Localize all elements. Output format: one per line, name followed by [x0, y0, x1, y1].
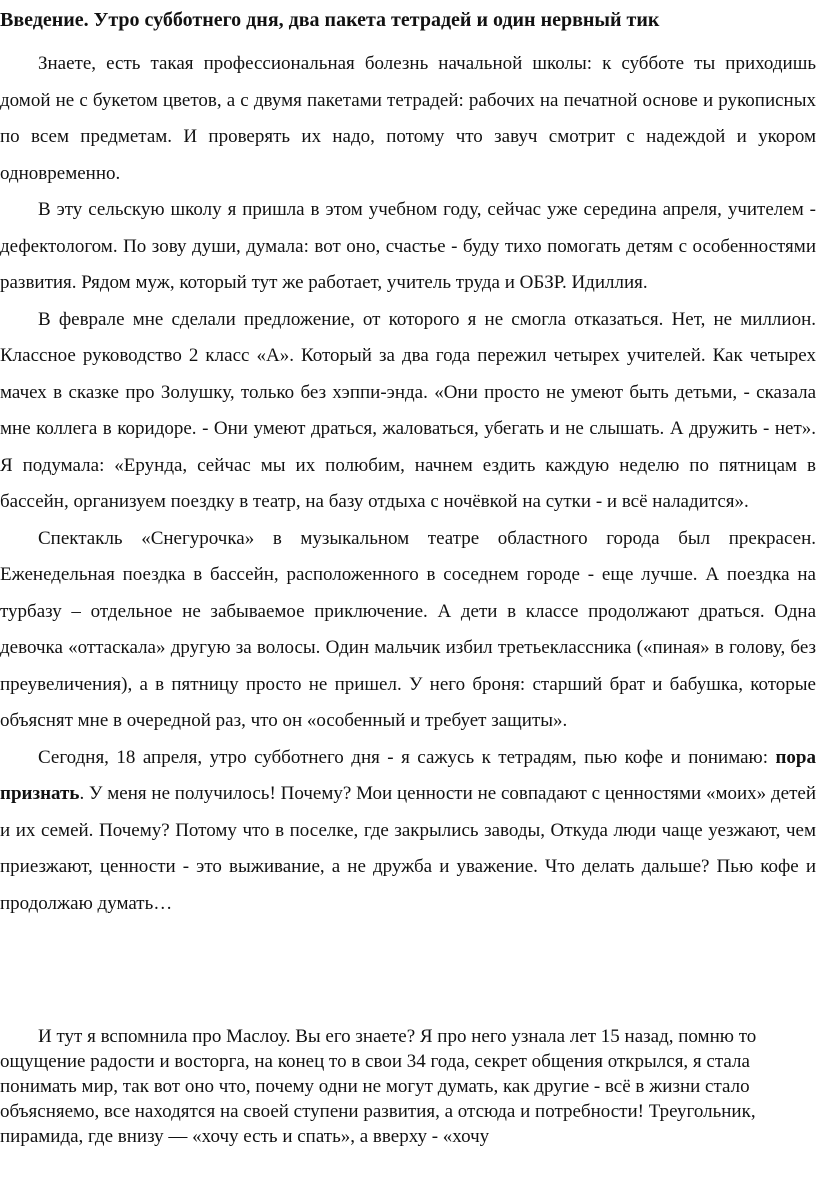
document-body [0, 46, 816, 922]
paragraph-5-text-start: Сегодня, 18 апреля, утро субботнего дня - я сажусь к тетрадям, пью кофе и понимаю: [38, 746, 776, 768]
document-tail [0, 1024, 806, 1149]
paragraph-4: Спектакль «Снегурочка» в музыкальном театре областного города был прекрасен. Еженедельная поездка в бассейн, расположенного в соседнем городе - еще лучше. А поездка на турбазу – отдельное не забываемое приключение. А дети в классе продолжают драться. Одна девочка «оттаскала» другую за волосы. Один мальчик избил третьеклассника («пиная» в голову, без преувеличения), а в пятницу просто не пришел. У него броня: старший брат и бабушка, которые объяснят мне в очередной раз, что он «особенный и требует защиты». [0, 527, 816, 731]
paragraph-5-text-end: . У меня не получилось! Почему? Мои ценности не совпадают с ценностями «моих» детей и их семей. Почему? Потому что в поселке, где закрылись заводы, Откуда люди чаще уезжают, чем приезжают, ценности - это выживание, а не дружба и уважение. Что делать дальше? Пью кофе и продолжаю думать… [0, 783, 816, 914]
paragraph-5 [0, 740, 816, 923]
paragraph-6: И тут я вспомнила про Маслоу. Вы его знаете? Я про него узнала лет 15 назад, помню то ощущение радости и восторга, на конец то в свои 34 года, секрет общения открылся, я стала понимать мир, так вот оно что, почему одни не могут думать, как другие - всё в жизни стало объясняемо, все находятся на своей ступени развития, а отсюда и потребности! Треугольник, пирамида, где внизу — «хочу есть и спать», а вверху - «хочу [0, 1026, 757, 1147]
paragraph-2: В эту сельскую школу я пришла в этом учебном году, сейчас уже середина апреля, учителем - дефектологом. По зову души, думала: вот оно, счастье - буду тихо помогать детям с особенностями развития. Рядом муж, который тут же работает, учитель труда и ОБЗР. Идиллия. [0, 199, 816, 293]
document-title: Введение. Утро субботнего дня, два пакета тетрадей и один нервный тик [0, 9, 660, 31]
paragraph-3: В феврале мне сделали предложение, от которого я не смогла отказаться. Нет, не миллион. Классное руководство 2 класс «А». Который за два года пережил четырех учителей. Как четырех мачех в сказке про Золушку, только без хэппи-энда. «Они просто не умеют быть детьми, - сказала мне коллега в коридоре. - Они умеют драться, жаловаться, убегать и не слышать. А дружить - нет». Я подумала: «Ерунда, сейчас мы их полюбим, начнем ездить каждую неделю по пятницам в бассейн, организуем поездку в театр, на базу отдыха с ночёвкой на сутки - и всё наладится». [0, 308, 816, 512]
paragraph-1: Знаете, есть такая профессиональная болезнь начальной школы: к субботе ты приходишь домой не с букетом цветов, а с двумя пакетами тетрадей: рабочих на печатной основе и рукописных по всем предметам. И проверять их надо, потому что завуч смотрит с надеждой и укором одновременно. [0, 53, 816, 184]
paragraph-5-bold-phrase: пора признать [0, 746, 816, 804]
